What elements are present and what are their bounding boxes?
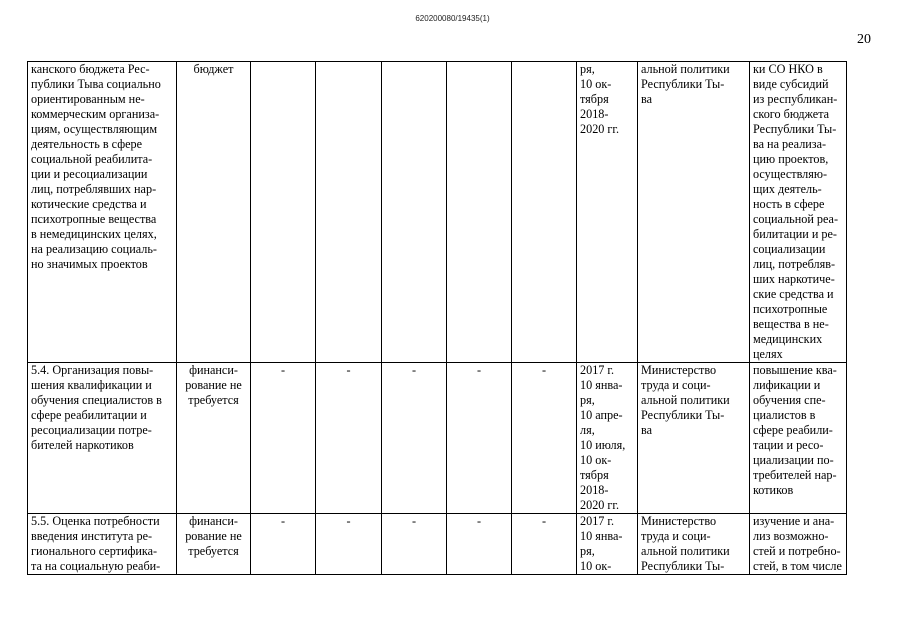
cell-text-line: гионального сертифика- [31,544,158,558]
table-body [28,62,847,575]
cell-text-line: 10 янва- [580,378,623,392]
cell-text-line: Республики Ты- [641,408,725,422]
cell-text-line: ля, [580,423,595,437]
cell-text-line: Республики Ты- [641,559,725,573]
cell-text-line: повышение ква- [753,363,837,377]
cell-text-line: ки СО НКО в [753,62,823,76]
cell-text-line: билитации и ре- [753,227,837,241]
cell-text-line: финанси- [189,363,238,377]
funding-amount-cell: - [382,363,447,514]
cell-text-line: финанси- [189,514,238,528]
funding-amount-cell [316,62,382,363]
cell-text-line: коммерческим организа- [31,107,160,121]
cell-text-line: ря, [580,393,595,407]
cell-text-line: 2020 гг. [580,498,620,512]
cell-text-line: ции и ресоциализации [31,167,148,181]
cell-text-line: из республикан- [753,92,838,106]
responsible-cell [638,514,750,575]
funding-amount-cell [512,62,577,363]
funding-amount-cell: - [447,363,512,514]
cell-text-line: лификации и [753,378,821,392]
cell-text-line: осуществляю- [753,167,828,181]
document-id: 620200080/19435(1) [415,14,490,23]
cell-text-line: рование не [185,529,242,543]
funding-source-cell [177,62,251,363]
cell-text-line: лиз возможно- [753,529,829,543]
cell-text-line: обучения спе- [753,393,826,407]
cell-text-line: 10 ок- [580,77,612,91]
cell-text-line: деятельность в сфере [31,137,143,151]
cell-text-line: 5.5. Оценка потребности [31,514,160,528]
measure-name-cell [28,514,177,575]
cell-text-line: канского бюджета Рес- [31,62,150,76]
cell-text-line: сфере реабили- [753,423,833,437]
cell-text-line: 10 ок- [580,453,612,467]
funding-source-cell [177,363,251,514]
cell-text-line: лиц, потребляв- [753,257,836,271]
cell-text-line: ресоциализации потре- [31,423,152,437]
cell-text-line: психотропные вещества [31,212,157,226]
measure-name-cell [28,363,177,514]
cell-text-line: медицинских [753,332,823,346]
cell-text-line: Министерство [641,514,717,528]
cell-text-line: но значимых проектов [31,257,148,271]
cell-text-line: ва [641,92,653,106]
cell-text-line: циям, осуществляющим [31,122,158,136]
expected-result-cell [750,363,847,514]
cell-text-line: альной политики [641,62,730,76]
cell-text-line: альной политики [641,544,730,558]
cell-text-line: циалистов в [753,408,816,422]
cell-text-line: та на социальную реаби- [31,559,161,573]
cell-text-line: тации и ресо- [753,438,824,452]
cell-text-line: ря, [580,62,595,76]
cell-text-line: 10 ок- [580,559,612,573]
funding-amount-cell: - [382,514,447,575]
cell-text-line: цию проектов, [753,152,829,166]
cell-text-line: котические средства и [31,197,147,211]
funding-amount-cell: - [512,514,577,575]
cell-text-line: Республики Ты- [753,122,837,136]
cell-text-line: в немедицинских целях, [31,227,157,241]
cell-text-line: шения квалификации и [31,378,152,392]
deadline-cell [577,514,638,575]
cell-text-line: тября [580,468,609,482]
cell-text-line: ность в сфере [753,197,825,211]
cell-text-line: ших наркотиче- [753,272,835,286]
funding-source-cell [177,514,251,575]
cell-text-line: стей и потребно- [753,544,841,558]
cell-text-line: 2018- [580,107,609,121]
cell-text-line: ва [641,423,653,437]
cell-text-line: требуется [188,393,239,407]
cell-text-line: ориентированным не- [31,92,145,106]
cell-text-line: Республики Ты- [641,77,725,91]
funding-amount-cell: - [316,363,382,514]
measure-name-cell [28,62,177,363]
page-number: 20 [857,32,871,47]
funding-amount-cell: - [251,514,316,575]
cell-text-line: 2017 г. [580,514,615,528]
funding-amount-cell [382,62,447,363]
cell-text-line: обучения специалистов в [31,393,162,407]
cell-text-line: 5.4. Организация повы- [31,363,154,377]
cell-text-line: стей, в том числе [753,559,842,573]
cell-text-line: введения института ре- [31,529,153,543]
cell-text-line: публики Тыва социально [31,77,161,91]
cell-text-line: бителей наркотиков [31,438,134,452]
cell-text-line: ские средства и [753,287,834,301]
deadline-cell [577,363,638,514]
cell-text-line: социальной реа- [753,212,839,226]
cell-text-line: ского бюджета [753,107,830,121]
table-row [28,62,847,363]
cell-text-line: 2020 гг. [580,122,620,136]
cell-text-line: социальной реабилита- [31,152,153,166]
cell-text-line: изучение и ана- [753,514,835,528]
cell-text-line: 10 июля, [580,438,626,452]
funding-amount-cell: - [512,363,577,514]
cell-text-line: труда и соци- [641,378,711,392]
cell-text-line: бюджет [193,62,234,76]
cell-text-line: 2017 г. [580,363,615,377]
funding-amount-cell [447,62,512,363]
cell-text-line: Министерство [641,363,717,377]
responsible-cell [638,363,750,514]
cell-text-line: сфере реабилитации и [31,408,147,422]
cell-text-line: ва на реализа- [753,137,827,151]
cell-text-line: ря, [580,544,595,558]
cell-text-line: требителей нар- [753,468,837,482]
cell-text-line: социализации [753,242,826,256]
table-row [28,514,847,575]
cell-text-line: на реализацию социаль- [31,242,157,256]
cell-text-line: 2018- [580,483,609,497]
cell-text-line: щих деятель- [753,182,822,196]
expected-result-cell [750,62,847,363]
expected-result-cell [750,514,847,575]
cell-text-line: труда и соци- [641,529,711,543]
cell-text-line: вещества в не- [753,317,829,331]
cell-text-line: 10 апре- [580,408,623,422]
cell-text-line: виде субсидий [753,77,829,91]
cell-text-line: циализации по- [753,453,834,467]
funding-amount-cell [251,62,316,363]
deadline-cell [577,62,638,363]
cell-text-line: лиц, потреблявших нар- [31,182,157,196]
funding-amount-cell: - [251,363,316,514]
responsible-cell [638,62,750,363]
table-row [28,363,847,514]
cell-text-line: 10 янва- [580,529,623,543]
cell-text-line: рование не [185,378,242,392]
funding-amount-cell: - [316,514,382,575]
measures-table [27,61,847,575]
cell-text-line: котиков [753,483,794,497]
cell-text-line: требуется [188,544,239,558]
cell-text-line: тября [580,92,609,106]
cell-text-line: целях [753,347,783,361]
cell-text-line: альной политики [641,393,730,407]
funding-amount-cell: - [447,514,512,575]
cell-text-line: психотропные [753,302,828,316]
